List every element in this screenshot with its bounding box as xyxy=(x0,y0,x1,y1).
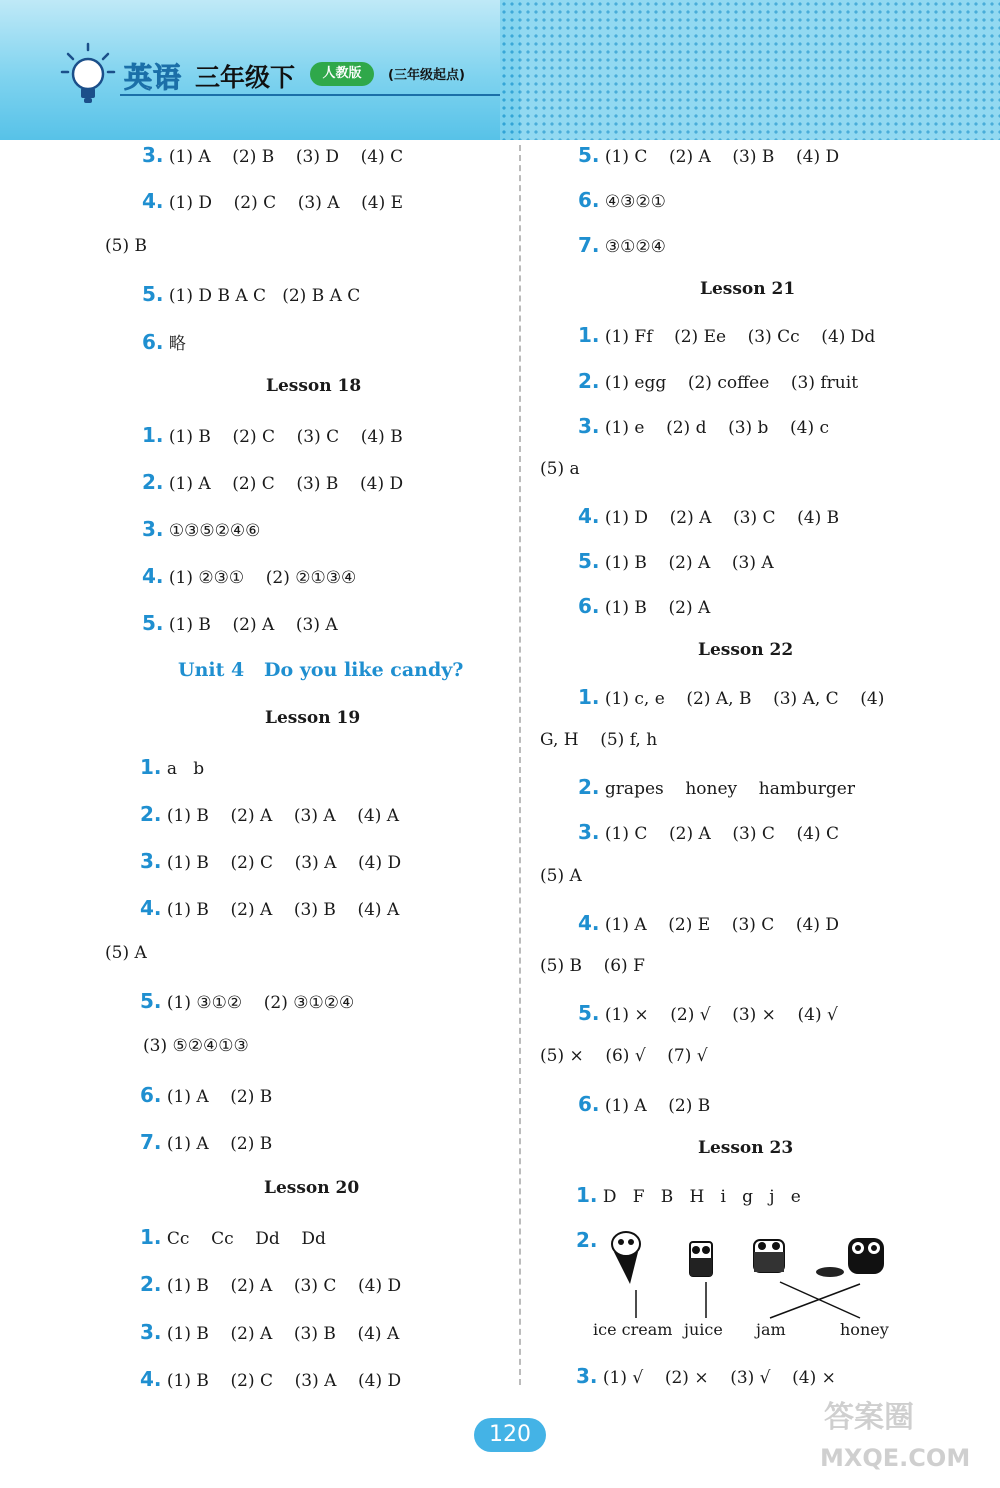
answer-line xyxy=(142,470,403,494)
food-matching-figure xyxy=(590,1222,900,1322)
question-number: 3. xyxy=(576,1364,598,1388)
answer-text: (5) B (6) F xyxy=(540,956,645,976)
jam-icon xyxy=(754,1240,784,1272)
answer-text: (1) B (2) C (3) C (4) B xyxy=(168,427,403,447)
answer-text: (1) B (2) A (3) C (4) D xyxy=(166,1276,402,1296)
answer-text: D F B H i g j e xyxy=(602,1187,801,1207)
answer-line xyxy=(540,459,580,479)
question-number: 6. xyxy=(578,594,600,618)
ice-cream-icon xyxy=(612,1232,640,1284)
question-number: 5. xyxy=(578,549,600,573)
question-number: 2. xyxy=(576,1228,598,1252)
question-number: 4. xyxy=(142,189,164,213)
answer-line xyxy=(140,1130,272,1154)
question-number: 2. xyxy=(578,369,600,393)
lesson-heading: Lesson 23 xyxy=(698,1138,794,1158)
match-line xyxy=(770,1284,860,1318)
answer-text: (3) ⑤②④①③ xyxy=(143,1036,249,1056)
question-number: 6. xyxy=(578,188,600,212)
unit-heading: Unit 4 Do you like candy? xyxy=(178,659,464,681)
answer-text: (1) A (2) B (3) D (4) C xyxy=(168,147,404,167)
question-number: 6. xyxy=(578,1092,600,1116)
answer-text: (1) B (2) A (3) A xyxy=(168,615,338,635)
page-number: 120 xyxy=(474,1418,546,1452)
question-number: 2. xyxy=(578,775,600,799)
question-number: 3. xyxy=(578,414,600,438)
answer-text: (1) B (2) A (3) B (4) A xyxy=(166,1324,400,1344)
answer-line xyxy=(142,143,403,167)
start-note: (三年级起点) xyxy=(388,68,465,83)
answer-line xyxy=(142,189,403,213)
question-number: 1. xyxy=(578,685,600,709)
answer-text: (5) × (6) √ (7) √ xyxy=(540,1046,708,1066)
question-number: 1. xyxy=(576,1183,598,1207)
answer-line xyxy=(143,1036,249,1056)
answer-line xyxy=(578,685,884,709)
answer-text: (1) D (2) C (3) A (4) E xyxy=(168,193,404,213)
answer-text: G, H (5) f, h xyxy=(540,730,658,750)
answer-line xyxy=(578,1001,838,1025)
question-number: 5. xyxy=(142,611,164,635)
question-number: 4. xyxy=(140,1367,162,1391)
watermark-logo: 答案圈 xyxy=(824,1400,914,1435)
lesson-heading: Lesson 19 xyxy=(265,708,361,728)
question-number: 5. xyxy=(142,282,164,306)
answer-line xyxy=(578,323,875,347)
question-number: 3. xyxy=(140,849,162,873)
answer-text: (1) ②③① (2) ②①③④ xyxy=(168,568,357,588)
lesson-heading: Lesson 22 xyxy=(698,640,794,660)
answer-text: (1) A (2) B xyxy=(166,1087,273,1107)
answer-line xyxy=(578,143,839,167)
answer-text: (1) D (2) A (3) C (4) B xyxy=(604,508,840,528)
question-number: 3. xyxy=(578,820,600,844)
answer-line xyxy=(578,414,829,438)
answer-text: (1) ③①② (2) ③①②④ xyxy=(166,993,355,1013)
answer-line xyxy=(140,802,399,826)
answer-text: a b xyxy=(166,759,205,779)
answer-line xyxy=(578,369,858,393)
answer-text: (1) Ff (2) Ee (3) Cc (4) Dd xyxy=(604,327,876,347)
answer-text: (1) C (2) A (3) B (4) D xyxy=(604,147,840,167)
question-number: 1. xyxy=(140,1225,162,1249)
answer-line xyxy=(578,188,666,212)
answer-line xyxy=(142,564,356,588)
answer-text: ④③②① xyxy=(604,192,666,212)
food-label-ice-cream: ice cream xyxy=(593,1320,673,1339)
answer-line xyxy=(140,1225,326,1249)
question-number: 5. xyxy=(140,989,162,1013)
match-line xyxy=(780,1282,860,1318)
lesson-heading: Lesson 21 xyxy=(700,279,796,299)
question-number: 1. xyxy=(578,323,600,347)
answer-line xyxy=(578,820,839,844)
question-number: 2. xyxy=(140,1272,162,1296)
answer-text: (1) B (2) A xyxy=(604,598,711,618)
answer-line xyxy=(578,911,839,935)
answer-text: (1) B (2) A (3) A (4) A xyxy=(166,806,400,826)
subject-title: 英语 xyxy=(124,61,183,94)
answer-line xyxy=(540,730,657,750)
question-number: 4. xyxy=(578,911,600,935)
page-header xyxy=(0,0,1000,145)
answer-text: ①③⑤②④⑥ xyxy=(168,521,261,541)
answer-text: (5) a xyxy=(540,459,580,479)
answer-line xyxy=(578,594,710,618)
lesson-heading: Lesson 20 xyxy=(264,1178,360,1198)
food-label-juice: juice xyxy=(684,1320,723,1339)
question-number: 3. xyxy=(140,1320,162,1344)
answer-line xyxy=(140,755,204,779)
answer-line xyxy=(140,1272,401,1296)
header-underline xyxy=(120,94,500,96)
question-number: 4. xyxy=(140,896,162,920)
question-number: 7. xyxy=(140,1130,162,1154)
answer-text: (1) A (2) B xyxy=(604,1096,711,1116)
juice-icon xyxy=(690,1242,712,1276)
answer-text: (1) × (2) √ (3) × (4) √ xyxy=(604,1005,838,1025)
header-dot-pattern xyxy=(500,0,1000,140)
answer-line xyxy=(105,236,147,256)
answer-line xyxy=(140,849,401,873)
question-number: 4. xyxy=(142,564,164,588)
answer-line xyxy=(142,282,360,306)
question-number: 1. xyxy=(142,423,164,447)
answer-line xyxy=(578,775,855,799)
answer-line xyxy=(142,611,338,635)
question-number: 3. xyxy=(142,143,164,167)
answer-line xyxy=(140,1367,401,1391)
answer-text: (1) A (2) E (3) C (4) D xyxy=(604,915,840,935)
lesson-heading: Lesson 18 xyxy=(266,376,362,396)
answer-text: (1) e (2) d (3) b (4) c xyxy=(604,418,830,438)
answer-line xyxy=(578,504,839,528)
answer-line xyxy=(140,989,354,1013)
honey-icon xyxy=(816,1238,884,1277)
answer-text: (1) √ (2) × (3) √ (4) × xyxy=(602,1368,836,1388)
answer-line xyxy=(576,1364,836,1388)
answer-line xyxy=(140,1320,399,1344)
answer-line xyxy=(540,1046,708,1066)
answer-text: (1) egg (2) coffee (3) fruit xyxy=(604,373,859,393)
question-number: 1. xyxy=(140,755,162,779)
answer-line xyxy=(578,233,666,257)
grade-title: 三年级下 xyxy=(195,63,296,92)
answer-line xyxy=(540,866,582,886)
answer-text: (1) A (2) B xyxy=(166,1134,273,1154)
question-number: 6. xyxy=(140,1083,162,1107)
edition-badge: 人教版 xyxy=(310,62,374,86)
answer-text: 略 xyxy=(168,334,186,354)
answer-line xyxy=(140,1083,272,1107)
answer-text: ③①②④ xyxy=(604,237,666,257)
answer-text: (1) D B A C (2) B A C xyxy=(168,286,361,306)
answer-text: (1) B (2) C (3) A (4) D xyxy=(166,1371,402,1391)
answer-line xyxy=(142,517,260,541)
answer-line xyxy=(578,549,774,573)
question-number: 6. xyxy=(142,330,164,354)
answer-line xyxy=(142,329,186,354)
answer-text: (5) B xyxy=(105,236,147,256)
answer-text: Cc Cc Dd Dd xyxy=(166,1229,326,1249)
food-label-honey: honey xyxy=(840,1320,889,1339)
answer-text: (1) B (2) A (3) B (4) A xyxy=(166,900,400,920)
answer-text: (5) A xyxy=(540,866,582,886)
lightbulb-icon xyxy=(60,42,116,106)
question-number: 7. xyxy=(578,233,600,257)
answer-line xyxy=(142,423,403,447)
answer-line xyxy=(105,943,147,963)
answer-line xyxy=(140,896,399,920)
question-number: 2. xyxy=(142,470,164,494)
question-number: 5. xyxy=(578,143,600,167)
answer-line xyxy=(576,1183,801,1207)
answer-text: (1) C (2) A (3) C (4) C xyxy=(604,824,840,844)
answer-text: (1) A (2) C (3) B (4) D xyxy=(168,474,404,494)
question-number: 5. xyxy=(578,1001,600,1025)
column-divider xyxy=(519,145,521,1385)
answer-text: (1) B (2) C (3) A (4) D xyxy=(166,853,402,873)
question-number: 3. xyxy=(142,517,164,541)
watermark-url: MXQE.COM xyxy=(820,1444,971,1472)
food-label-jam: jam xyxy=(756,1320,786,1339)
answer-text: grapes honey hamburger xyxy=(604,779,855,799)
answer-text: (1) c, e (2) A, B (3) A, C (4) xyxy=(604,689,885,709)
answer-line xyxy=(578,1092,710,1116)
answer-text: (5) A xyxy=(105,943,147,963)
answer-text: (1) B (2) A (3) A xyxy=(604,553,774,573)
question-number: 4. xyxy=(578,504,600,528)
answer-line xyxy=(540,956,645,976)
question-number: 2. xyxy=(140,802,162,826)
